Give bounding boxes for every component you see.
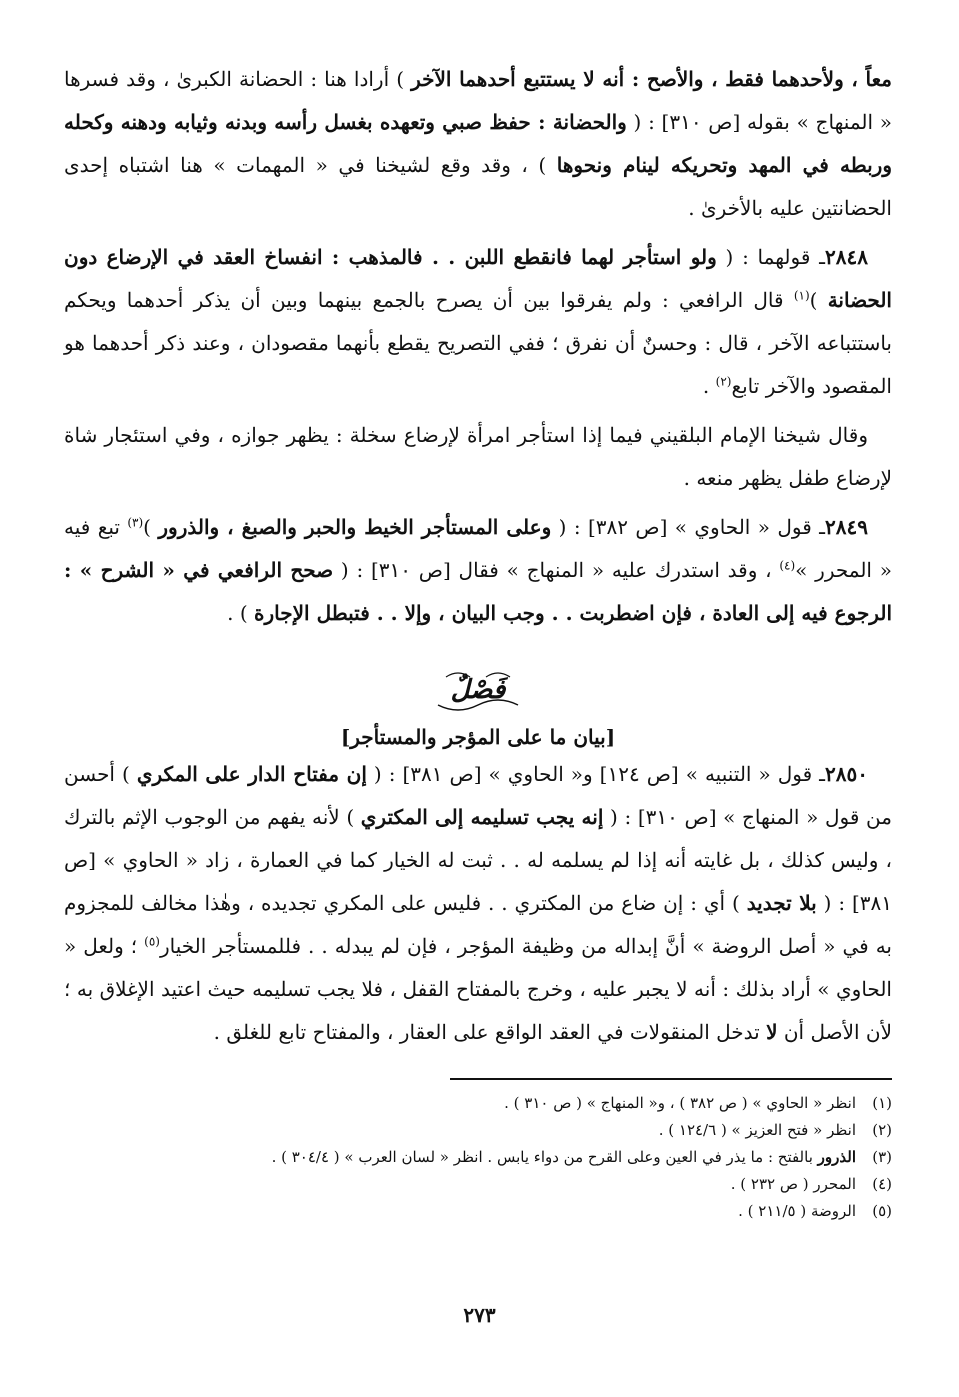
paragraph-continued	[64, 58, 892, 230]
text-bold: وعلى المستأجر الخيط والحبر والصبغ ، والذرور	[158, 515, 552, 539]
page-number: ٢٧٣	[463, 1303, 496, 1327]
text-run: .	[702, 374, 716, 398]
paragraph-bulqini: وقال شيخنا الإمام البلقيني فيما إذا استأجر امرأة لإرضاع سخلة : يظهر جوازه ، وفي استئجار شاة لإرضاع طفل يظهر منعه .	[64, 423, 892, 490]
footnote-item	[64, 1171, 892, 1198]
footnote-ref[interactable]: (٣)	[127, 515, 144, 530]
footnote-text: بالفتح : ما يذر في العين وعلى القرح من دواء يابس . انظر « لسان العرب » ( ٣٠٤/٤ ) .	[271, 1148, 818, 1166]
text-bold: لا	[766, 1020, 778, 1044]
text-run: )	[809, 288, 828, 312]
text-run: ) ، وقد وقع لشيخنا في « المهمات » هنا اشتباه إحدى الحضانتين عليه بالأخرىٰ .	[64, 153, 892, 220]
footnote-text: الروضة ( ٢١١/٥ ) .	[738, 1202, 856, 1220]
footnote-item	[64, 1144, 892, 1171]
footnote-ref[interactable]: (١)	[793, 288, 810, 303]
text-run: ) .	[227, 601, 255, 625]
footnotes	[64, 1090, 892, 1225]
page-content	[64, 58, 892, 1225]
footnote-ref[interactable]: (٥)	[144, 934, 160, 949]
text-run: ـ قولهما : (	[716, 245, 826, 269]
paragraph-2849	[64, 506, 892, 635]
text-bold: إن مفتاح الدار على المكري	[136, 762, 367, 786]
paragraph-2850	[64, 753, 892, 1054]
footnote-term: الذرور	[817, 1148, 856, 1166]
footnote-item	[64, 1198, 892, 1225]
text-bold: ولو استأجر لهما فانقطع اللبن . . فالمذهب : انفساخ العقد في الإرضاع دون الحضانة	[64, 245, 892, 312]
text-bold: بلا تجديد	[746, 891, 817, 915]
paragraph-2848	[64, 236, 892, 408]
footnote-ref[interactable]: (٢)	[715, 374, 732, 389]
text-run: ) لأنه يفهم من الوجوب الإثم بالترك ، وليس كذلك ، بل غايته أنه إذا لم يسلمه له . . ثبت له الخيار كما في العمارة ، زاد « الحاوي » [ص ٣٨١] : (	[64, 805, 892, 915]
footnote-item	[64, 1117, 892, 1144]
footnote-divider	[450, 1078, 892, 1080]
text-run: ـ قول « الحاوي » [ص ٣٨٢] : (	[551, 515, 826, 539]
footnote-number: (٣)	[872, 1148, 892, 1166]
text-run: ـ قول « التنبيه » [ص ١٢٤] و« الحاوي » [ص ٣٨١] : (	[366, 762, 826, 786]
entry-number: ٢٨٥٠	[825, 762, 868, 786]
section-ornament	[64, 665, 892, 719]
text-run: )	[143, 515, 159, 539]
footnote-text: انظر « فتح العزيز » ( ١٢٤/٦ ) .	[658, 1121, 856, 1139]
text-run: ) أي : إن ضاع من المكتري . . فليس على المكري تجديده ، وهٰذا مخالف للمجزوم به في « أصل الروضة » أنَّ إبداله من وظيفة المؤجر ، فإن لم يبدله . . فللمستأجر الخيار	[64, 891, 892, 958]
text-bold: ولأحدهما فقط ، والأصح : أنه لا يستتبع أحدهما الآخر	[411, 67, 844, 91]
text-run: ، وقد استدرك عليه « المنهاج » فقال [ص ٣١٠] : (	[333, 558, 780, 582]
footnote-item	[64, 1090, 892, 1117]
text-run: ؛ ولعل « الحاوي » أراد بذلك : أنه لا يجبر عليه ، وخرج بالمفتاح القفل ، فلا يجب تسليمه حيث اعتيد الإغلاق به ؛ لأن الأصل أن	[64, 934, 892, 1044]
text-bold: والحضانة : حفظ صبي وتعهده بغسل رأسه وبدنه وثيابه ودهنه وكحله وربطه في المهد وتحريكه لينام ونحوها	[64, 110, 892, 177]
entry-number: ٢٨٤٩	[825, 515, 869, 539]
entry-number: ٢٨٤٨	[825, 245, 868, 269]
text-bold: معاً ،	[843, 67, 893, 91]
footnote-number: (٢)	[872, 1121, 892, 1139]
text-run: ) أرادا هنا : الحضانة الكبرىٰ ، وقد فسرها « المنهاج » بقوله [ص ٣١٠] : (	[64, 67, 892, 134]
text-run: ) أحسن من قول « المنهاج » [ص ٣١٠] : (	[64, 762, 892, 829]
section-heading-word: فَصْلٌ	[450, 675, 506, 705]
text-run: قال الرافعي : ولم يفرقوا بين أن يصرح بالجمع بينهما وبين أن يذكر أحدهما ويحكم باستتباعه الآخر ، قال : وحسنٌ أن نفرق ؛ ففي التصريح يقطع بأنهما مقصودان ، وعند ذكر أحدهما هو المقصود والآخر تابع	[64, 288, 893, 398]
footnote-text: انظر « الحاوي » ( ص ٣٨٢ ) ، و« المنهاج » ( ص ٣١٠ ) .	[504, 1094, 856, 1112]
text-run: تدخل المنقولات في العقد الواقع على العقار ، والمفتاح تابع للغلق .	[213, 1020, 767, 1044]
text-run: تبع فيه « المحرر »	[64, 515, 892, 582]
footnote-number: (٤)	[872, 1175, 892, 1193]
text-bold: صحح الرافعي في « الشرح » : الرجوع فيه إلى العادة ، فإن اضطربت . . وجب البيان ، وإلا . . فتبطل الإجارة	[64, 558, 892, 625]
text-bold: إنه يجب تسليمه إلى المكتري	[360, 805, 604, 829]
section-title: [بيان ما على المؤجر والمستأجر]	[340, 725, 616, 749]
footnote-number: (٥)	[872, 1202, 892, 1220]
footnote-text: المحرر ( ص ٢٣٢ ) .	[730, 1175, 856, 1193]
footnote-number: (١)	[872, 1094, 892, 1112]
footnote-ref[interactable]: (٤)	[779, 558, 796, 573]
